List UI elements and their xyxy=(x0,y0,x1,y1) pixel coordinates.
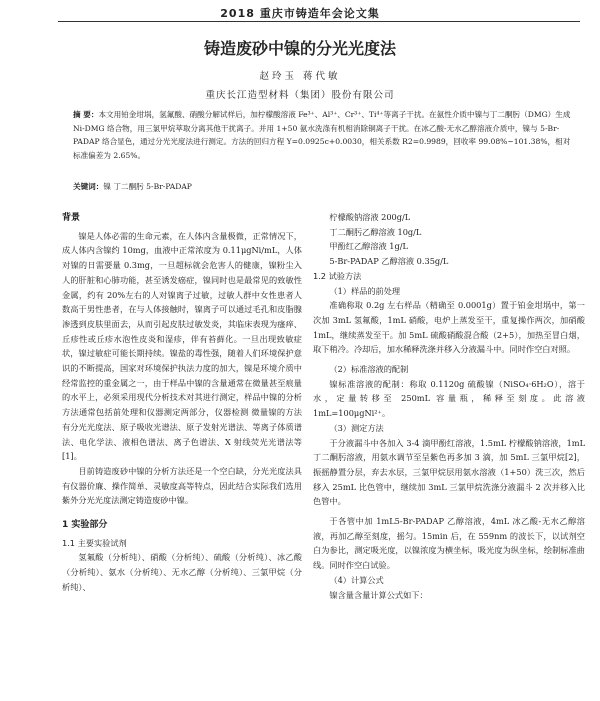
subsection-1-heading: （1）样品的前处理 xyxy=(329,285,401,296)
background-heading: 背景 xyxy=(62,213,81,223)
background-paragraph-1: 镍是人体必需的生命元素，在人体内含量极微，正常情况下，成人体内含镍约 10mg，血液中正常浓度为 0.11μgNi/mL，人体对镍的日需要量 0.3mg，一旦超标就会危害人的健康，镍粉尘入人的肝脏和心肺功能，甚至诱发癌症，镍同时也是最常见的致敏性金属，约有 20%左右的人对镍离子过敏，过敏人群中女性患者人数高于男性患者，在与人体接触时，镍离子可以通过毛孔和皮脂腺渗透到皮肤里面去，从而引起皮肤过敏发炎，其临床表现为瘙痒、丘疹性或丘疹水泡性皮炎和湿疹，伴有苔藓化。一旦出现致敏症状，镍过敏症可能长期持续。镍盐的毒性强，随着人们环境保护意识的不断提高，国家对环境保护执法力度的加大，镍是环境介质中经常监控的重金属之一，由于样品中镍的含量通常在微量甚至痕量的水平上，必须采用现代分析技术对其进行测定，样品中镍的分析方法通常包括前处理和仪器测定两部分，仪器检测 微量镍的方法有分光光度法、原子吸收光谱法、原子发射光谱法、等离子体质谱法、电化学法、液相色谱法、离子色谱法、X 射线荧光光谱法等[1]。 xyxy=(62,230,302,462)
background-paragraph-2: 目前铸造废砂中镍的分析方法还是一个空白缺，分光光度法具有仪器价廉、操作简单、灵敏度高等特点，因此结合实际我们选用紫外分光光度法测定铸造废砂中镍。 xyxy=(62,465,302,506)
running-header: 2018 重庆市铸造年会论文集 xyxy=(220,7,380,20)
solution-4: 5-Br-PADAP 乙醇溶液 0.35g/L xyxy=(329,256,449,267)
right-column xyxy=(313,210,585,602)
subsection-1-text: 准确称取 0.2g 左右样品（精确至 0.0001g）置于铂金坩埚中，第一次加 3mL 氢氟酸，1mL 硝酸，电炉上蒸发至干，重复操作两次，加硝酸 1mL，继续蒸发至干。加 5mL 硫酸硝酸混合酸（2+5），加热至冒白烟，取下稍冷。冷却后，加水稀释洗涤并移入分液漏斗中。同时作空白对照。 xyxy=(313,300,585,355)
abstract-label: 摘 要： xyxy=(73,110,99,119)
paper-authors: 赵玲玉 蒋代敏 xyxy=(259,71,341,82)
left-column xyxy=(62,209,302,595)
reagents-text: 氢氟酸（分析纯）、硝酸（分析纯）、硫酸（分析纯）、冰乙酸（分析纯）、氨水（分析纯）、无水乙醇（分析纯）、三氯甲烷（分析纯）、 xyxy=(62,552,302,592)
subsection-4-heading: （4）计算公式 xyxy=(329,574,384,585)
keywords-text: 镍 丁二酮肟 5-Br-PADAP xyxy=(103,182,192,191)
header-rule xyxy=(58,21,580,22)
abstract xyxy=(73,108,573,162)
paper-title: 铸造废砂中镍的分光光度法 xyxy=(203,39,396,58)
abstract-text: 本文用铂金坩埚，氢氟酸、硝酸分解试样后，加柠檬酸溶液 Fe³⁺、Al³⁺、Cr³⁺、Ti⁴⁺等离子干扰。在氨性介质中镍与丁二酮肟（DMG）生成 Ni-DMG 络合物，用三氯甲烷萃取分离其他干扰离子。并用 1+50 氨水洗涤有机相消除铜离子干扰。在冰乙酸-无水乙醇溶液介质中，镍与 5-Br-PADAP 络合显色，通过分光光度法进行测定。方法的回归方程 Y=0.0925c+0.0030，相关系数 R2=0.9989，回收率 99.08%~101.38%，相对标准偏差为 2.65%。 xyxy=(73,110,571,160)
subsection-3-heading: （3）测定方法 xyxy=(329,422,384,433)
section-1-2-heading: 1.2 试验方法 xyxy=(313,270,362,281)
solution-1: 柠檬酸钠溶液 200g/L xyxy=(329,212,411,222)
subsection-3-paragraph-2: 于各管中加 1mL5-Br-PADAP 乙醇溶液，4mL 冰乙酸-无水乙醇溶液，再加乙醇至刻度，摇匀。15min 后，在 559nm 的波长下，以试剂空白为参比，测定吸光度，以镍浓度为横坐标，吸光度为纵坐标，绘制标准曲线。同时作空白试验。 xyxy=(313,516,585,571)
section-1-heading: 1 实验部分 xyxy=(62,520,108,531)
subsection-2-heading: （2）标准溶液的配制 xyxy=(329,364,409,375)
subsection-4-text: 镍含量含量计算公式如下： xyxy=(329,589,428,600)
solution-3: 甲酚红乙醇溶液 1g/L xyxy=(329,241,408,252)
subsection-3-paragraph-1: 于分液漏斗中各加入 3-4 滴甲酚红溶液，1.5mL 柠檬酸钠溶液，1mL 丁二酮肟溶液，用氨水调节至呈紫色再多加 3 滴，加 5mL 三氯甲烷[2]，振摇静置分层，弃去水层，三氯甲烷层用氨水溶液（1+50）洗三次，然后移入 25mL 比色管中，继续加 3mL 三氯甲烷洗涤分液漏斗 2 次并移入比色管中。 xyxy=(313,437,585,507)
keywords xyxy=(73,181,573,192)
paper-affiliation: 重庆长江造型材料（集团）股份有限公司 xyxy=(205,90,395,101)
solution-2: 丁二酮肟乙醇溶液 10g/L xyxy=(329,226,422,237)
keywords-label: 关键词： xyxy=(73,182,104,191)
section-1-1-heading: 1.1 主要实验试剂 xyxy=(62,537,127,548)
subsection-2-text: 镍标准溶液的配制：称取 0.1120g 硫酸镍（NiSO₄·6H₂O），溶于水，定量转移至 250mL 容量瓶，稀释至刻度。此溶液 1mL=100μgNi²⁺。 xyxy=(313,378,585,419)
